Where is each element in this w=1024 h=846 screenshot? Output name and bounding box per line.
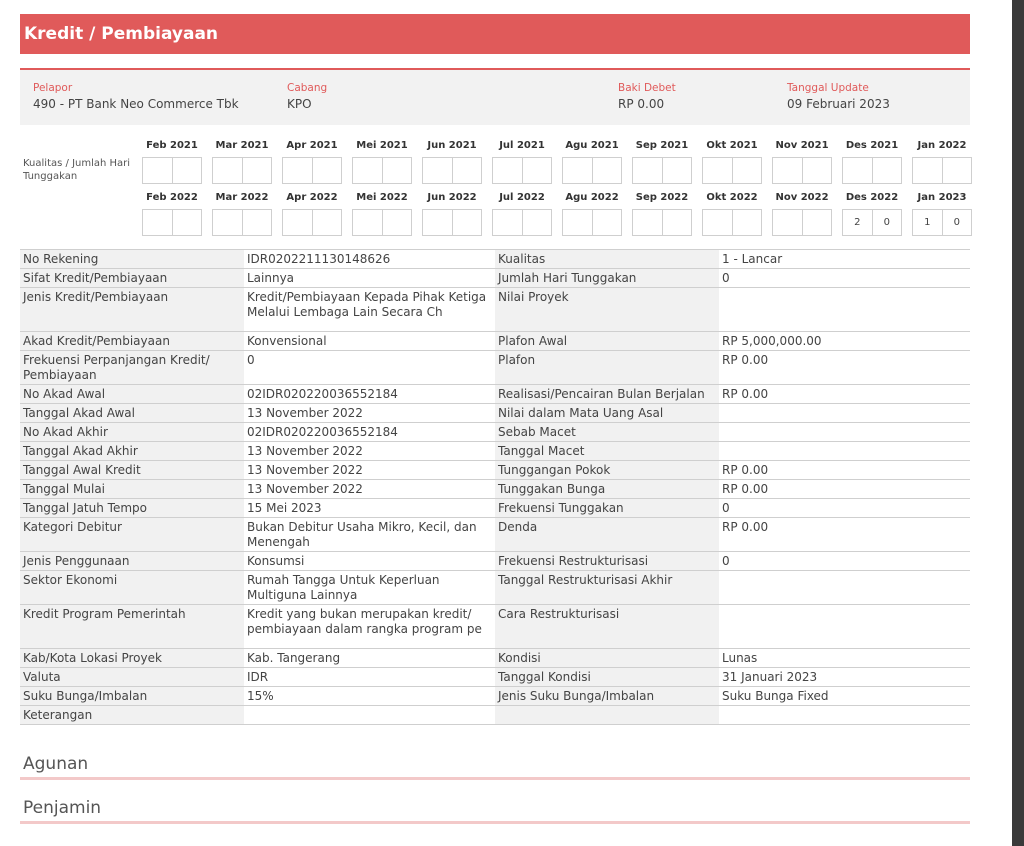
field-label: Jumlah Hari Tunggakan [495,269,719,288]
kualitas-value [423,210,452,235]
hari-tunggakan-value [592,158,622,183]
hari-tunggakan-value [592,210,622,235]
tanggal-update-label: Tanggal Update [787,82,869,94]
field-label: Kab/Kota Lokasi Proyek [20,649,244,668]
month-values [352,209,412,236]
month-values [912,157,972,184]
table-row [20,250,970,269]
month-label: Nov 2022 [775,192,829,203]
kualitas-value [633,210,662,235]
kualitas-value [213,158,242,183]
field-value: RP 0.00 [719,351,970,385]
month-cell [352,192,412,236]
month-values [842,209,902,236]
field-value: Bukan Debitur Usaha Mikro, Kecil, dan Menengah [244,518,495,552]
hari-tunggakan-value [382,210,412,235]
field-value: 13 November 2022 [244,480,495,499]
field-value: 15% [244,687,495,706]
summary-panel [20,68,970,125]
month-values [212,209,272,236]
month-values [842,157,902,184]
kualitas-value [563,158,592,183]
month-cell [702,192,762,236]
kualitas-value [773,210,802,235]
month-cell [212,140,272,184]
hari-tunggakan-value [662,210,692,235]
field-value: Lunas [719,649,970,668]
month-cell [842,192,902,236]
kualitas-title: Kualitas / Jumlah Hari Tunggakan [23,158,131,182]
field-value: Kredit/Pembiayaan Kepada Pihak Ketiga Melalui Lembaga Lain Secara Ch [244,288,495,332]
month-label: Apr 2022 [286,192,338,203]
kualitas-value: 2 [854,217,861,228]
month-values [142,157,202,184]
field-label: Denda [495,518,719,552]
field-value [719,442,970,461]
month-label: Agu 2022 [565,192,619,203]
field-value: Kredit yang bukan merupakan kredit/ pembiayaan dalam rangka program pe [244,605,495,649]
table-row [20,687,970,706]
field-label: Tanggal Jatuh Tempo [20,499,244,518]
month-cell [422,192,482,236]
field-label: Keterangan [20,706,244,725]
cabang-label: Cabang [287,82,328,94]
kualitas-value [773,158,802,183]
month-cell [282,192,342,236]
field-value: 13 November 2022 [244,461,495,480]
field-label: Sebab Macet [495,423,719,442]
month-cell [632,192,692,236]
field-value: 0 [719,499,970,518]
field-label: Nilai dalam Mata Uang Asal [495,404,719,423]
hari-tunggakan-value [452,158,482,183]
month-values [772,157,832,184]
table-row [20,480,970,499]
month-cell [352,140,412,184]
month-cell [842,140,902,184]
table-row [20,552,970,571]
field-label: Suku Bunga/Imbalan [20,687,244,706]
field-value [719,605,970,649]
field-label: Tanggal Kondisi [495,668,719,687]
hari-tunggakan-value [312,210,342,235]
field-value: 1 - Lancar [719,250,970,269]
field-label: No Akad Awal [20,385,244,404]
kualitas-value [843,158,872,183]
table-row [20,706,970,725]
hari-tunggakan-value [662,158,692,183]
hari-tunggakan-value [522,210,552,235]
kualitas-value: 1 [924,217,931,228]
month-values [562,157,622,184]
table-row [20,351,970,385]
hari-tunggakan-value [942,158,972,183]
field-value: Suku Bunga Fixed [719,687,970,706]
kualitas-value [633,158,662,183]
field-value: RP 0.00 [719,518,970,552]
field-label: Tanggal Macet [495,442,719,461]
field-label: Tunggakan Bunga [495,480,719,499]
month-label: Jun 2022 [427,192,477,203]
field-label: Akad Kredit/Pembiayaan [20,332,244,351]
month-label: Nov 2021 [775,140,829,151]
month-values [422,209,482,236]
month-cell [912,140,972,184]
month-cell [562,140,622,184]
kualitas-value [143,210,172,235]
field-label: Tanggal Awal Kredit [20,461,244,480]
page-title: Kredit / Pembiayaan [20,14,970,54]
field-label: No Rekening [20,250,244,269]
month-label: Mei 2022 [356,192,408,203]
month-cell [772,140,832,184]
hari-tunggakan-value [802,158,832,183]
month-label: Okt 2021 [706,140,758,151]
cabang-value: KPO [287,97,312,111]
field-label: Kualitas [495,250,719,269]
month-label: Jul 2021 [499,140,545,151]
field-value: RP 5,000,000.00 [719,332,970,351]
table-row [20,668,970,687]
pelapor-label: Pelapor [33,82,73,94]
month-cell [142,140,202,184]
month-label: Mar 2021 [215,140,269,151]
field-label: Sektor Ekonomi [20,571,244,605]
table-row [20,385,970,404]
field-value [719,423,970,442]
field-label: Tunggangan Pokok [495,461,719,480]
table-row [20,605,970,649]
month-values [772,209,832,236]
month-label: Jun 2021 [427,140,477,151]
field-value: 02IDR020220036552184 [244,423,495,442]
table-row [20,332,970,351]
hari-tunggakan-value [242,210,272,235]
hari-tunggakan-value [312,158,342,183]
month-label: Mar 2022 [215,192,269,203]
month-values [422,157,482,184]
month-cell [912,192,972,236]
month-label: Des 2022 [845,192,899,203]
table-row [20,649,970,668]
month-label: Sep 2021 [635,140,689,151]
table-row [20,288,970,332]
month-cell [772,192,832,236]
baki-debet-field [618,82,676,111]
section-penjamin[interactable]: Penjamin [20,792,970,824]
month-label: Mei 2021 [356,140,408,151]
window-edge [1012,0,1024,846]
tanggal-update-field [787,82,890,111]
field-label: Tanggal Restrukturisasi Akhir [495,571,719,605]
hari-tunggakan-value [382,158,412,183]
field-value: RP 0.00 [719,480,970,499]
field-value: Konsumsi [244,552,495,571]
table-row [20,571,970,605]
kualitas-value [283,158,312,183]
field-label: Jenis Kredit/Pembiayaan [20,288,244,332]
section-agunan[interactable]: Agunan [20,748,970,780]
field-value: 0 [719,269,970,288]
field-value: 13 November 2022 [244,404,495,423]
hari-tunggakan-value [872,158,902,183]
kualitas-grid [20,140,980,240]
hari-tunggakan-value: 0 [942,210,972,235]
field-label: Frekuensi Perpanjangan Kredit/ Pembiayaan [20,351,244,385]
month-values [142,209,202,236]
month-cell [422,140,482,184]
field-value: RP 0.00 [719,385,970,404]
tanggal-update-value: 09 Februari 2023 [787,97,890,111]
credit-detail-table [20,249,970,725]
kualitas-value [353,210,382,235]
month-label: Jan 2023 [917,192,967,203]
month-label: Apr 2021 [286,140,338,151]
month-label: Des 2021 [845,140,899,151]
month-values [562,209,622,236]
field-label: Jenis Penggunaan [20,552,244,571]
field-label: Tanggal Mulai [20,480,244,499]
field-label: Tanggal Akad Akhir [20,442,244,461]
field-label: Kredit Program Pemerintah [20,605,244,649]
kualitas-value [703,158,732,183]
cabang-field [287,82,327,111]
kualitas-value [493,158,522,183]
month-label: Jul 2022 [499,192,545,203]
field-value: Konvensional [244,332,495,351]
month-label: Agu 2021 [565,140,619,151]
hari-tunggakan-value [242,158,272,183]
kualitas-value [143,158,172,183]
field-label: Frekuensi Tunggakan [495,499,719,518]
table-row [20,269,970,288]
field-value [719,288,970,332]
field-value: Kab. Tangerang [244,649,495,668]
kualitas-value [283,210,312,235]
field-label: Plafon [495,351,719,385]
month-cell [702,140,762,184]
field-value [719,404,970,423]
baki-debet-label: Baki Debet [618,82,676,94]
field-value: 02IDR020220036552184 [244,385,495,404]
hari-tunggakan-value [522,158,552,183]
month-cell [282,140,342,184]
pelapor-field [33,82,239,111]
month-cell [492,192,552,236]
month-cell [562,192,622,236]
field-label: Frekuensi Restrukturisasi [495,552,719,571]
hari-tunggakan-value [732,158,762,183]
field-value: IDR0202211130148626 [244,250,495,269]
field-value [719,571,970,605]
table-row [20,461,970,480]
field-label: Tanggal Akad Awal [20,404,244,423]
hari-tunggakan-value [732,210,762,235]
kualitas-value [913,158,942,183]
field-value [244,706,495,725]
month-values [632,209,692,236]
kualitas-value [213,210,242,235]
field-label: No Akad Akhir [20,423,244,442]
field-label: Kondisi [495,649,719,668]
month-values [492,157,552,184]
hari-tunggakan-value [452,210,482,235]
hari-tunggakan-value: 0 [872,210,902,235]
field-label: Plafon Awal [495,332,719,351]
field-value: 15 Mei 2023 [244,499,495,518]
field-label: Sifat Kredit/Pembiayaan [20,269,244,288]
month-label: Okt 2022 [706,192,758,203]
field-label: Jenis Suku Bunga/Imbalan [495,687,719,706]
month-values [352,157,412,184]
month-values [282,157,342,184]
field-label: Kategori Debitur [20,518,244,552]
field-value: 0 [719,552,970,571]
hari-tunggakan-value [802,210,832,235]
field-value: Rumah Tangga Untuk Keperluan Multiguna Lainnya [244,571,495,605]
field-label: Realisasi/Pencairan Bulan Berjalan [495,385,719,404]
baki-debet-value: RP 0.00 [618,97,665,111]
month-values [702,157,762,184]
field-label: Nilai Proyek [495,288,719,332]
field-label [495,706,719,725]
month-cell [212,192,272,236]
month-cell [492,140,552,184]
month-cell [632,140,692,184]
kualitas-value [353,158,382,183]
month-label: Feb 2022 [146,192,198,203]
field-value: RP 0.00 [719,461,970,480]
table-row [20,442,970,461]
month-values [702,209,762,236]
field-value: 13 November 2022 [244,442,495,461]
month-values [912,209,972,236]
kualitas-value [493,210,522,235]
field-label: Cara Restrukturisasi [495,605,719,649]
field-label: Valuta [20,668,244,687]
hari-tunggakan-value [172,158,202,183]
hari-tunggakan-value [172,210,202,235]
kualitas-value [563,210,592,235]
kualitas-value [423,158,452,183]
table-row [20,423,970,442]
month-values [492,209,552,236]
field-value [719,706,970,725]
month-values [212,157,272,184]
month-label: Jan 2022 [917,140,967,151]
field-value: Lainnya [244,269,495,288]
month-label: Sep 2022 [635,192,689,203]
field-value: 31 Januari 2023 [719,668,970,687]
month-values [632,157,692,184]
field-value: 0 [244,351,495,385]
month-label: Feb 2021 [146,140,198,151]
month-cell [142,192,202,236]
table-row [20,404,970,423]
month-values [282,209,342,236]
table-row [20,499,970,518]
kualitas-value [703,210,732,235]
field-value: IDR [244,668,495,687]
table-row [20,518,970,552]
pelapor-value: 490 - PT Bank Neo Commerce Tbk [33,97,239,111]
